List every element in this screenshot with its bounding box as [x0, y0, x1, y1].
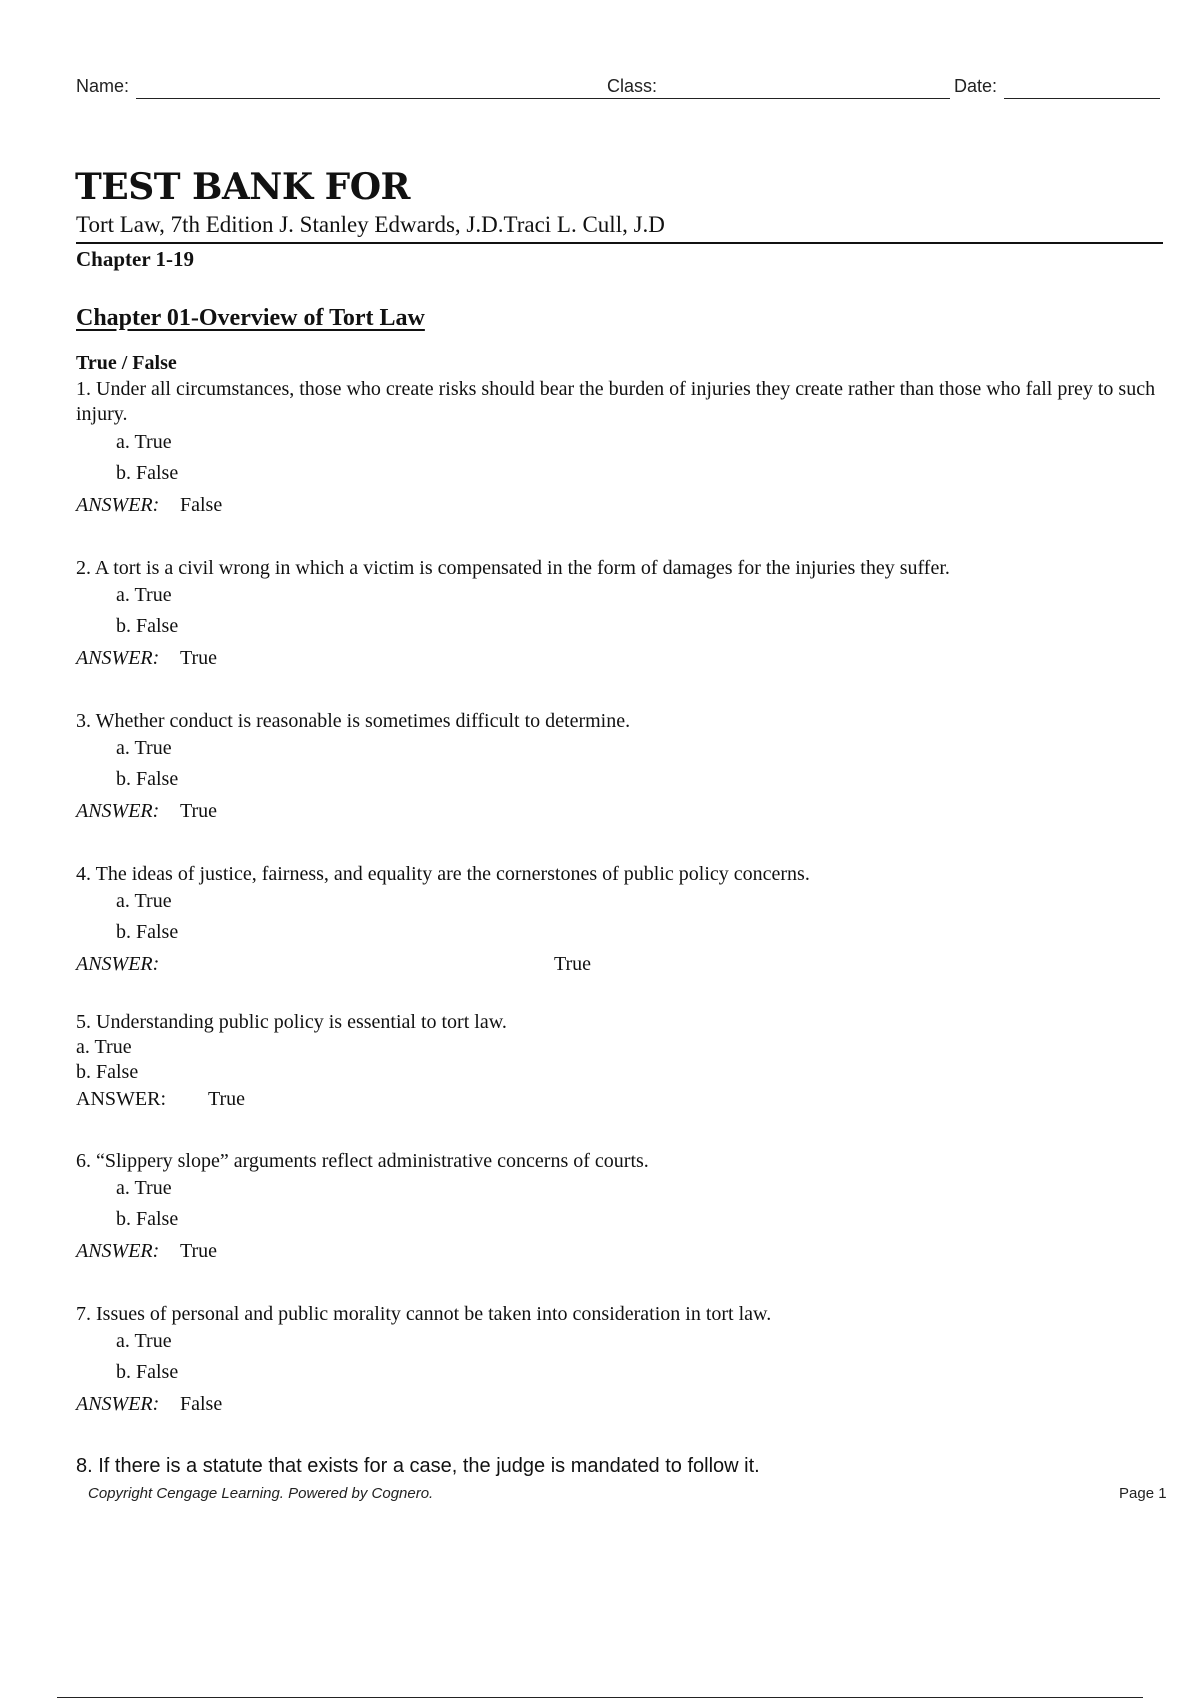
question-5-answer: True [208, 1088, 246, 1110]
class-field-line [661, 98, 950, 99]
question-4-answer: True [554, 953, 592, 975]
question-1-text: 1. Under all circumstances, those who create risks should bear the burden of injuries they create rather than those who fall prey to such injury. [76, 378, 1156, 425]
header-fields [76, 76, 1160, 102]
question-3-answer-label: ANSWER: [76, 800, 160, 822]
question-3-option-a: a. True [116, 737, 172, 759]
question-8-text: 8. If there is a statute that exists for a case, the judge is mandated to follow it. [76, 1455, 760, 1477]
question-2-option-a: a. True [116, 584, 172, 606]
chapter-heading: Chapter 01-Overview of Tort Law [76, 305, 425, 331]
bottom-divider [57, 1697, 1143, 1698]
question-7-answer: False [180, 1393, 223, 1415]
question-3-text: 3. Whether conduct is reasonable is sometimes difficult to determine. [76, 710, 631, 732]
question-7-text: 7. Issues of personal and public morality cannot be taken into consideration in tort law. [76, 1303, 772, 1325]
question-6-text: 6. “Slippery slope” arguments reflect administrative concerns of courts. [76, 1150, 649, 1172]
title-divider [76, 242, 1163, 244]
document-title: TEST BANK FOR [75, 166, 410, 208]
question-2-answer-label: ANSWER: [76, 647, 160, 669]
section-heading: True / False [76, 352, 177, 374]
name-label: Name: [76, 76, 130, 96]
question-6-option-b: b. False [116, 1208, 179, 1230]
question-4-option-a: a. True [116, 890, 172, 912]
question-6-option-a: a. True [116, 1177, 172, 1199]
date-label: Date: [954, 76, 998, 96]
chapter-range: Chapter 1-19 [76, 247, 195, 271]
question-3-answer: True [180, 800, 218, 822]
question-7-option-a: a. True [116, 1330, 172, 1352]
question-6-answer: True [180, 1240, 218, 1262]
book-subtitle: Tort Law, 7th Edition J. Stanley Edwards, J.D.Traci L. Cull, J.D [76, 212, 665, 237]
date-field-line [1004, 98, 1160, 99]
question-5-text: 5. Understanding public policy is essential to tort law. [76, 1011, 507, 1033]
question-2-option-b: b. False [116, 615, 179, 637]
class-label: Class: [607, 76, 658, 96]
question-3-option-b: b. False [116, 768, 179, 790]
question-4-text: 4. The ideas of justice, fairness, and equality are the cornerstones of public policy concerns. [76, 863, 810, 885]
question-1-option-a: a. True [116, 431, 172, 453]
question-7-answer-label: ANSWER: [76, 1393, 160, 1415]
question-1-option-b: b. False [116, 462, 179, 484]
question-6-answer-label: ANSWER: [76, 1240, 160, 1262]
question-2-answer: True [180, 647, 218, 669]
question-2-text: 2. A tort is a civil wrong in which a victim is compensated in the form of damages for the injuries they suffer. [76, 557, 950, 579]
question-5-option-a: a. True [76, 1036, 132, 1058]
question-4-answer-label: ANSWER: [76, 953, 160, 975]
name-field-line [136, 98, 678, 99]
question-7-option-b: b. False [116, 1361, 179, 1383]
question-4-option-b: b. False [116, 921, 179, 943]
question-1-answer-label: ANSWER: [76, 494, 160, 516]
question-5-option-b: b. False [76, 1061, 139, 1083]
question-1-answer: False [180, 494, 223, 516]
page-number: Page 1 [1119, 1485, 1167, 1502]
footer-copyright: Copyright Cengage Learning. Powered by Cognero. [88, 1485, 434, 1502]
question-5-answer-label: ANSWER: [76, 1088, 166, 1110]
